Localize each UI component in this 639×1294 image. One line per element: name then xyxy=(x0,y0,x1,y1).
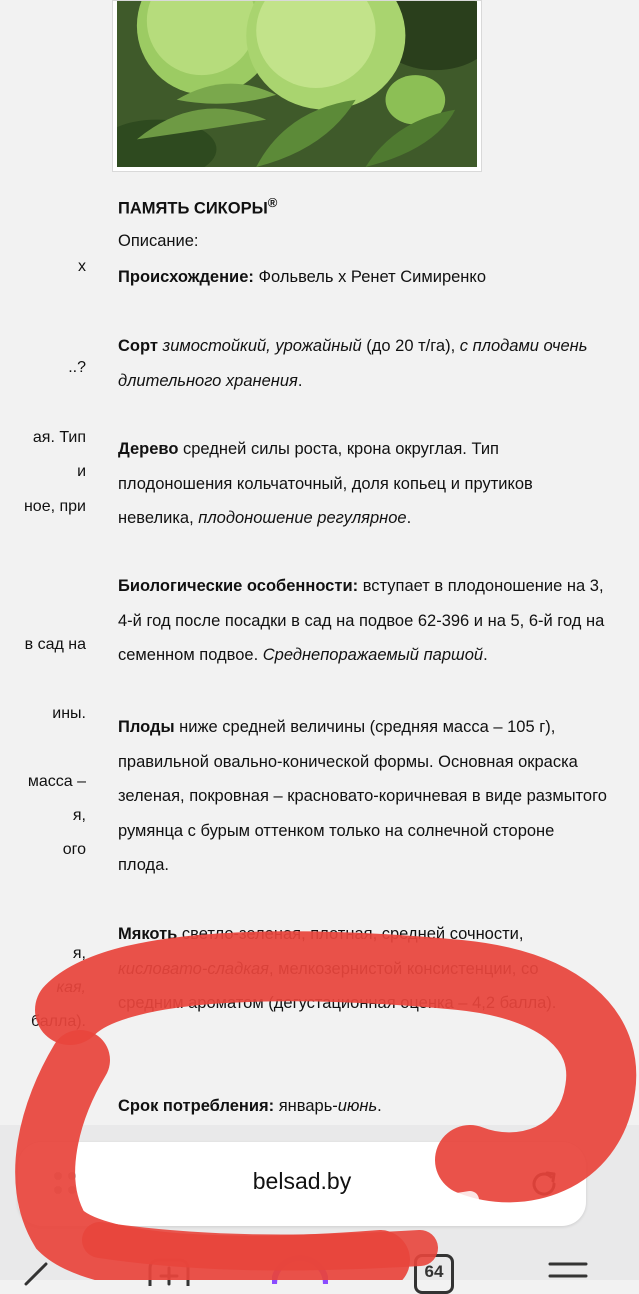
left-fragment: я, xyxy=(72,945,86,962)
bio-text: вступает в плодоношение на 3, 4-й год после посадки в сад на подвое 62-396 и на 5, 6-й год на семенном подвое. xyxy=(118,577,605,664)
pencil-icon[interactable] xyxy=(22,1258,52,1288)
sort-end: . xyxy=(297,371,303,390)
left-fragment: ого xyxy=(62,841,86,858)
origin-paragraph xyxy=(118,260,608,295)
tabs-counter-button[interactable]: 64 xyxy=(414,1254,454,1294)
left-fragment: х xyxy=(78,258,86,275)
sort-label: Сорт xyxy=(118,337,158,355)
bio-end: . xyxy=(483,646,488,664)
reload-icon[interactable] xyxy=(528,1168,560,1200)
term-text: январь- xyxy=(278,1097,338,1115)
term-label: Срок потребления: xyxy=(118,1097,275,1115)
left-fragment: кая, xyxy=(56,979,86,996)
fruit-label: Плоды xyxy=(118,718,175,736)
left-fragment: балла). xyxy=(30,1013,86,1030)
tree-paragraph xyxy=(118,432,608,536)
bio-paragraph xyxy=(118,569,608,673)
left-fragment: масса – xyxy=(27,773,86,790)
left-fragment: и xyxy=(77,463,86,480)
menu-icon[interactable] xyxy=(548,1260,588,1284)
left-fragment: ая. Тип xyxy=(32,429,86,446)
left-fragment: ..? xyxy=(68,359,86,376)
flesh-text: светло-зеленая, плотная, средней сочности, xyxy=(181,925,524,943)
description-label: Описание: xyxy=(118,232,199,250)
browser-toolbar xyxy=(0,1236,639,1280)
term-italic: июнь xyxy=(337,1097,378,1115)
flesh-label: Мякоть xyxy=(118,925,178,943)
tree-end: . xyxy=(406,509,412,527)
left-fragment: в сад на xyxy=(24,636,86,653)
left-fragment: я, xyxy=(72,807,86,824)
left-column-fragments xyxy=(0,0,100,1100)
term-paragraph xyxy=(118,1089,608,1124)
origin-value: Фольвель х Ренет Симиренко xyxy=(258,268,486,286)
registered-mark: ® xyxy=(267,195,278,210)
address-bar[interactable] xyxy=(18,1142,586,1226)
flesh-text: , мелкозернистой консистенции, со средним ароматом (дегустационная оценка – 4,2 балла). xyxy=(118,959,557,1012)
variety-title-text: ПАМЯТЬ СИКОРЫ xyxy=(118,199,268,218)
address-url[interactable]: belsad.by xyxy=(252,1168,352,1194)
origin-label: Происхождение: xyxy=(118,268,254,286)
tree-text: средней силы роста, крона округлая. Тип плодоношения кольчаточный, доля копьец и прутиков невелика, xyxy=(118,440,533,527)
left-fragment: ноe, при xyxy=(23,498,86,515)
fruit-text: ниже средней величины (средняя масса – 105 г), правильной овально-конической формы. Основная окраска зеленая, покровная – красновато-коричневая в виде размытого румянца с бурым оттенком только на солнечной стороне плода. xyxy=(118,718,607,874)
tree-italic: плодоношение регулярное xyxy=(198,509,407,527)
apple-photo xyxy=(112,0,482,172)
term-end: . xyxy=(377,1097,382,1115)
tree-label: Дерево xyxy=(118,440,179,458)
variety-title xyxy=(118,186,608,226)
apple-image xyxy=(117,1,477,167)
flesh-paragraph xyxy=(118,917,608,1021)
left-fragment: ины. xyxy=(52,705,86,722)
flesh-italic: кисловато-сладкая xyxy=(118,959,269,978)
bio-italic: Среднепоражаемый паршой xyxy=(262,646,484,664)
sort-paragraph xyxy=(118,329,608,398)
sort-italic: с плодами очень длительного хранения xyxy=(118,337,588,390)
fruit-paragraph xyxy=(118,710,608,883)
bio-label: Биологические особенности: xyxy=(118,577,359,595)
sort-text: (до 20 т/га), xyxy=(366,337,456,355)
new-tab-icon[interactable] xyxy=(148,1256,190,1286)
sort-italic: зимостойкий, урожайный xyxy=(162,337,362,355)
